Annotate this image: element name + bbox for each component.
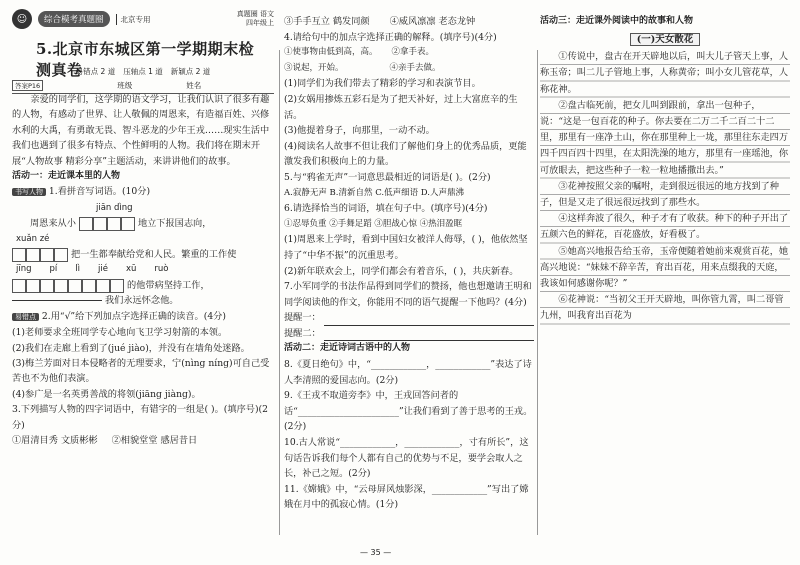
q2-item-4: (4)参广是一名英勇善战的将领(jiāng jiàng)。 [12,388,201,400]
story-para-1: ①传说中，盘古在开天辟地以后，叫大儿子管天上事，人称玉帝；叫二儿子管地上事，人称黄帝；叫小女儿管花草，人称花神。 [540,51,789,95]
blank-q1[interactable] [12,300,102,301]
py3-5: ruò [154,264,169,275]
activity-2-heading: 活动二：走近诗词古语中的人物 [284,343,411,354]
story-para-3: ③花神按照父亲的嘱咐，走到很远很远的地方找到了种子，但是又走了很远很远找到了那些水。 [540,180,779,209]
q1-line1a: 周恩来从小 [30,218,76,230]
question-3: 3.下列描写人物的四字词语中，有错字的一组是( )。(填序号)(2分) [12,404,268,431]
exam-title: 5.北京市东城区第一学期期末检测真卷 [36,40,255,79]
q3-options-2 [284,14,534,30]
q7-line2 [284,326,534,342]
q7-t1: 提醒一： [284,312,321,324]
story-title-text: (一)天女散花 [630,33,701,46]
q1-tag: 书写人物 [12,188,46,196]
q1-line2 [12,247,274,262]
q1-line2-text: 把一生都奉献给党和人民。繁重的工作使 [71,249,237,261]
answer-boxes-3[interactable] [12,279,124,293]
pinyin-3 [12,262,274,277]
q2-item-2: (2)我们在走廊上看到了(jué jiào)，并没有在墙角处迷路。 [12,342,250,354]
py3-0: jīng [16,264,32,275]
q4-opt2: ②拿手表。 [391,47,435,58]
q5-options: A.寂静无声 B.清新自然 C.低声细语 D.人声鼎沸 [284,187,465,198]
q7-line1 [284,310,534,326]
pinyin-1: jiān dìng [96,202,133,213]
page-number: — 35 — [360,548,392,557]
answer-boxes-2[interactable] [12,248,68,262]
story-body [540,49,790,324]
q3-opt3: ③手手互立 鹤发同颜 [284,16,370,27]
py3-1: pí [49,264,58,275]
py3-4: xū [125,264,137,275]
q3-opt4: ④威风凛凛 老态龙钟 [389,16,476,27]
q2-text: 2.用“√”给下列加点字选择正确的读音。(4分) [41,310,226,322]
story-para-6: ⑥花神说：“当初父王开天辟地，叫你管九霄，叫二哥管九州，叫我育出百花为 [540,294,784,322]
exam-meta [12,66,274,94]
hard-count: 压轴点 1 道 [123,67,163,76]
question-6: 6.请选择恰当的词语，填在句子中。(填序号)(4分) [284,203,488,215]
question-8: 8.《夏日绝句》中，“____________，____________”表达了诗人李清照的爱国志向。(2分) [284,359,532,386]
q2-tag: 易错点 [12,313,39,321]
q6-item-1: (1)周恩来上学时，看到中国妇女被洋人侮辱，( )，他依然坚持了“中华不振”的沉重思考。 [284,234,528,261]
q3-opt2: ②相貌堂堂 感居昔日 [111,434,198,446]
story-para-2: ②盘古临死前，把女儿叫到跟前，拿出一包种子，说：“这是一包百花的种子。你去要在二万二千二百二十二里，那里有一座净土山，你在那里种上一垅，那里往东走四万四千四百四十四里，在太阳洗澡的地方，那里有一座瑶池，你可放眼去，把这些种子一粒一粒地播撒出去。” [540,99,789,176]
q4-opt4: ④亲手去做。 [389,62,441,73]
q3-opt1: ①眉清目秀 文质彬彬 [12,434,98,446]
q4-item-2: (2)女娲用掺炼五彩石是为了把天补好，过上大富庶辛的生活。 [284,93,518,121]
column-divider-2 [537,50,538,535]
q4-opt1: ①使事物由低到高，高。 [284,47,378,58]
pinyin-2: xuǎn zé [16,233,50,244]
q1-line3-text: 的他带病坚持工作， [127,279,210,291]
region-label: 北京专用 [116,14,151,25]
q1-line1b: 地立下报国志向， [137,218,212,230]
column-left [12,92,274,448]
question-2 [12,309,274,325]
q6-item-2: (2)新年联欢会上，同学们都会有着音乐，( )，共庆新春。 [284,265,519,277]
q3-options [12,433,274,448]
question-5: 5.与“鸦雀无声”一词意思最相近的词语是( )。(2分) [284,171,491,183]
py3-2: lì [75,264,81,275]
q4-item-3: (3)他提着身子，向那里，一动不动。 [284,125,435,137]
question-1 [12,184,274,200]
header-bar [12,8,274,30]
brand-label: 综合模考真题圈 [38,11,110,27]
q4-item-1: (1)同学们为我们带去了精彩的学习和表演节目。 [284,78,481,90]
q2-item-3: (3)梅兰芳面对日本侵略者的无理要求，宁(nìng níng)可自己受苦也不为他们表演。 [12,357,270,385]
column-middle [284,14,534,513]
story-para-5: ⑤她高兴地报告给玉帝，玉帝便随着她前来观赏百花，她高兴地说：“妹妹不辞辛苦，育出百花，用来点缀我的天庭，我该如何感谢你呢？” [540,245,789,290]
new-count: 新颖点 2 道 [170,67,211,76]
question-4: 4.请给句中的加点字选择正确的解释。(填序号)(4分) [284,31,497,43]
name-label: 姓名 [186,81,202,90]
q1-line4-text: 我们永远怀念他。 [105,295,179,307]
answer-tag: 答案P16 [12,80,43,91]
story-para-4: ④这样奔波了很久，种子才有了收获。种下的种子开出了五颜六色的鲜花，百花盛放，好看极了。 [540,213,789,241]
question-11: 11.《嫦娥》中，“云母屏风烛影深，____________”写出了嫦娥在月中的孤寂心情。(1分) [284,483,529,511]
book-info [237,10,274,28]
q6-options: ①忍辱负重 ②手舞足蹈 ③胆战心惊 ④热泪盈眶 [284,218,463,229]
q1-line1 [12,216,274,231]
q4-opts-b [284,61,534,77]
q4-opt3: ③说起，开始。 [284,62,344,73]
intro-paragraph: 亲爱的同学们，这学期的语文学习，让我们认识了很多有趣的人物，有感动了世界、让人敬佩的周恩来，有造福百姓、兴修水利的大禹，有勇敢无畏、智斗恶龙的少年王戎……现实生活中我们也遇到了很多有特点、个性鲜明的人物。我们将在期末开展“人物故事 精彩分享”主题活动，来讲讲他们的故事。 [12,94,270,167]
question-7: 7.小军同学的书法作品得到同学们的赞扬，他也想邀请王明和同学阅读他的作文，你能用不同的语气提醒一下他吗？(4分) [284,281,532,308]
question-10: 10.古人常说“____________，____________，寸有所长”，这句话告诉我们每个人都有自己的优势与不足，要学会取人之长，补己之短。(2分) [284,437,529,480]
class-label: 班级 [117,81,133,90]
activity-1-heading: 活动一：走近课本里的人物 [12,171,121,182]
q2-item-1: (1)老师要求全班同学专心地向飞卫学习射箭的本领。 [12,327,228,339]
q1-line3 [12,278,274,293]
question-9: 9.《王戎不取道旁李》中，王戎回答问者的话“______________________”让我们看到了善于思考的王戎。(2分) [284,390,533,433]
answer-boxes-1[interactable] [79,217,135,231]
column-right [540,14,790,325]
blank-q7-2[interactable] [324,326,534,342]
q1-text: 1.看拼音写词语。(10分) [48,186,151,198]
activity-3-heading: 活动三：走近课外阅读中的故事和人物 [540,16,694,26]
q4-opts-a [284,45,534,61]
blank-q7-1[interactable] [324,310,534,326]
grade-label: 四年级上 [246,19,274,27]
mascot-icon: ☺ [12,9,32,29]
q4-item-4: (4)阅读名人故事不但让我们了解他们身上的优秀品质，更能激发我们积极向上的力量。 [284,140,527,168]
book-label: 真题圈 语文 [236,10,274,18]
column-divider-1 [279,50,280,535]
story-title [540,32,790,48]
q1-line4 [12,293,274,308]
easy-count: 易错点 2 道 [75,67,116,76]
q7-t2: 提醒二： [284,327,321,339]
py3-3: jié [98,264,108,275]
